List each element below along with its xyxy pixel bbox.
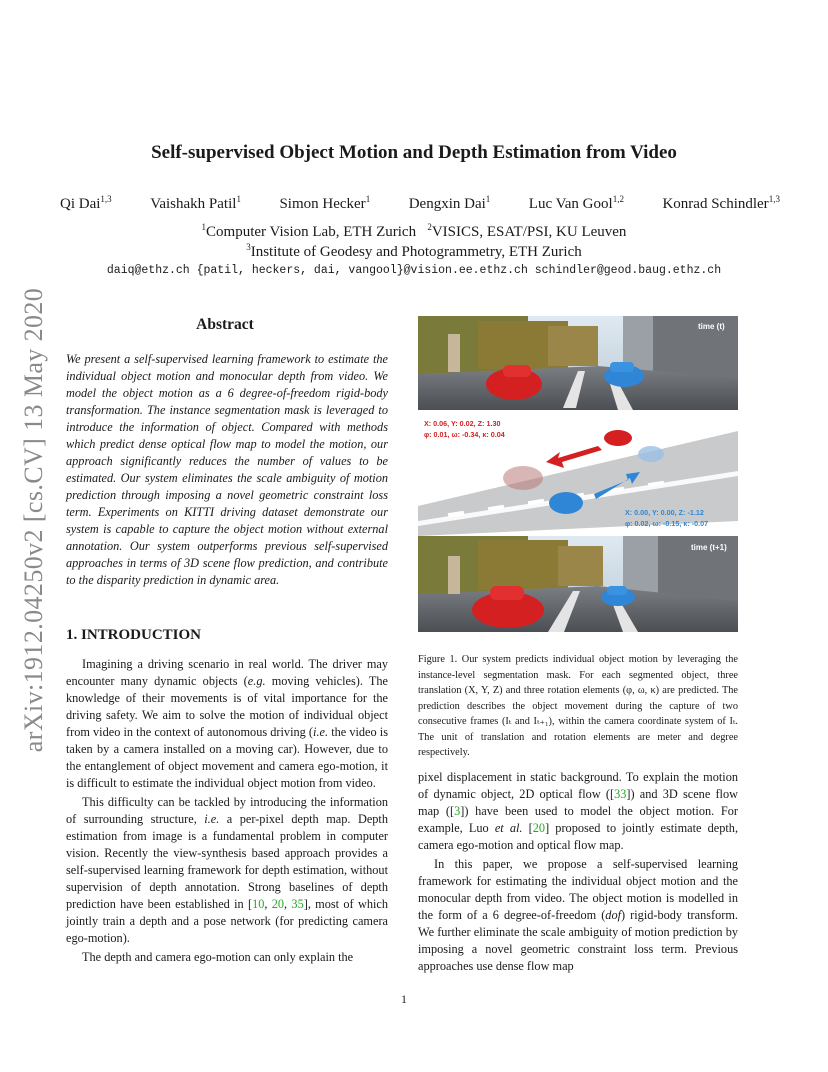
- time-t1-label: time (t+1): [691, 543, 727, 552]
- author: Qi Dai$^{1,3}$: [60, 194, 112, 212]
- arxiv-stamp-text: arXiv:1912.04250v2 [cs.CV] 13 May 2020: [19, 287, 48, 753]
- page-number: 1: [401, 992, 407, 1006]
- introduction-body: [66, 656, 388, 968]
- time-t-label: time (t): [698, 322, 725, 331]
- citation-link[interactable]: 33: [614, 787, 627, 801]
- paragraph: This difficulty can be tackled by introducing the information of surrounding structure, i.e. a per-pixel depth map. Depth estimation from image is a fundamental problem in computer vision. Recently the view-synthesis based approach provides a self-supervised learning framework for depth estimation, without supervision of depth annotation. Strong baselines of depth prediction have been established in [10, 20, 35], most of which jointly train a depth and a pose network (for predicting camera ego-motion).: [66, 795, 388, 945]
- arxiv-stamp: [19, 281, 49, 759]
- citation-link[interactable]: 20: [271, 897, 285, 911]
- blue-motion-rotation: φ: 0.02, ω: -0.15, κ: -0.07: [625, 519, 709, 528]
- introduction-heading: 1. INTRODUCTION: [66, 627, 202, 643]
- paragraph: pixel displacement in static background. To explain the motion of dynamic object, 2D optical flow ([33]) and 3D scene flow map ([3]) have been used to model the object motion. For example, Luo et al. [20] proposed to jointly estimate depth, camera ego-motion and optical flow map.: [418, 770, 739, 852]
- abstract-heading: Abstract: [196, 316, 254, 333]
- paragraph: Imagining a driving scenario in real world. The driver may encounter many dynamic objects (e.g. moving vehicles). The knowledge of their movements is of vital importance for the driving safety. We aim to solve the motion of individual object from video in the context of autonomous driving (i.e. the video is taken by a camera installed on a moving car). However, due to the entanglement of object movement and camera ego-motion, it is difficult to estimate the individual object motion from video.: [66, 657, 388, 790]
- red-motion-translation: X: 0.06, Y: 0.02, Z: 1.30: [424, 419, 501, 428]
- figure-1-caption: Figure 1. Our system predicts individual object motion by leveraging the instance-level segmentation mask. For each segmented object, three translation (X, Y, Z) and three rotation elements (φ, ω, κ) are predicted. The prediction describes the object movement during the capture of two consecutive frames (Iₜ and Iₜ₊₁), within the camera coordinate system of Iₜ. The unit of translation and rotation elements are meter and degree respectively.: [418, 654, 738, 758]
- affiliation-line-2: $^3$Institute of Geodesy and Photogrammetry, ETH Zurich: [246, 242, 582, 260]
- affiliation-line-1: $^1$Computer Vision Lab, ETH Zurich $^2$VISICS, ESAT/PSI, KU Leuven: [201, 222, 627, 240]
- author: Simon Hecker$^1$: [279, 194, 371, 212]
- frame-t: [418, 316, 738, 410]
- author-emails: daiq@ethz.ch {patil, heckers, dai, vangool}@vision.ee.ethz.ch schindler@geod.baug.ethz.ch: [106, 264, 722, 277]
- citation-link[interactable]: 10: [252, 897, 265, 911]
- abstract-text: We present a self-supervised learning framework to estimate the individual object motion and monocular depth from video. We model the object motion as a 6 degree-of-freedom rigid-body transformation. The instance segmentation mask is leveraged to introduce the information of object. Compared with methods which predict dense optical flow map to model the motion, our approach significantly reduces the number of values to be estimated. Our system eliminates the scale ambiguity of motion prediction through imposing a novel geometric constraint loss term. Experiments on KITTI driving dataset demonstrate our system is capable to capture the object motion without external annotation. Our system outperforms previous self-supervised approaches in terms of 3D scene flow prediction, and contribute to the disparity prediction in dynamic area.: [66, 352, 388, 587]
- author-list: [60, 194, 780, 213]
- figure-1-graphic: [418, 316, 738, 632]
- motion-diagram: [418, 410, 738, 536]
- paragraph: The depth and camera ego-motion can only explain the: [82, 950, 354, 964]
- frame-t-plus-1: [418, 536, 738, 632]
- figure-1: [418, 316, 738, 632]
- paper-title: Self-supervised Object Motion and Depth Estimation from Video: [151, 142, 677, 163]
- author: Luc Van Gool$^{1,2}$: [528, 194, 624, 212]
- citation-link[interactable]: 3: [454, 804, 461, 818]
- author: Konrad Schindler$^{1,3}$: [662, 194, 780, 212]
- author: Vaishakh Patil$^1$: [150, 194, 241, 212]
- blue-motion-translation: X: 0.00, Y: 0.00, Z: -1.12: [625, 508, 704, 517]
- author: Dengxin Dai$^1$: [408, 194, 491, 212]
- citation-link[interactable]: 35: [291, 897, 304, 911]
- paragraph: In this paper, we propose a self-supervised learning framework for estimating the individual object motion and the monocular depth from video. The object motion is modelled in the form of a 6 degree-of-freedom (dof) rigid-body transform. We further eliminate the scale ambiguity of motion prediction by imposing a novel geometric constraint loss term. Previous approaches use dense flow map: [418, 857, 738, 973]
- right-column-body: [418, 769, 738, 977]
- red-motion-rotation: φ: 0.01, ω: -0.34, κ: 0.04: [424, 430, 505, 439]
- citation-link[interactable]: 20: [532, 821, 546, 835]
